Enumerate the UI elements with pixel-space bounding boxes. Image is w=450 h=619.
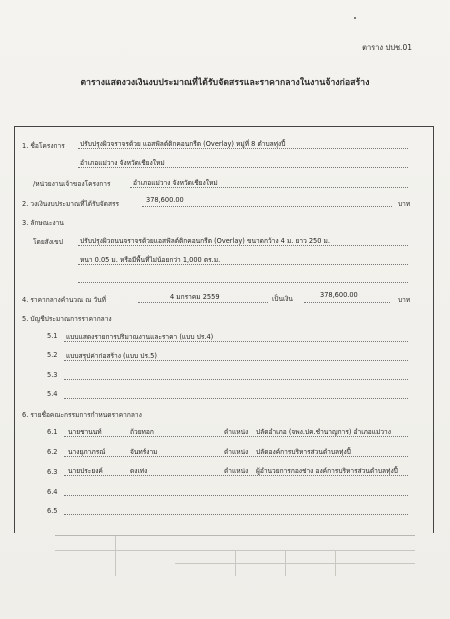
dotted-line: [78, 264, 408, 265]
budget-amount: 378,600.00: [146, 196, 184, 204]
bleed-through-line: [115, 536, 116, 576]
committee-member-number: 6.5: [47, 507, 58, 515]
dotted-line: [64, 379, 408, 380]
committee-member-number: 6.1: [47, 428, 58, 436]
committee-member-first-name: นายชานนท์: [68, 428, 102, 436]
reference-price-date: 4 มกราคม 2559: [170, 293, 220, 301]
committee-label: 6. รายชื่อคณะกรรมการกำหนดราคากลาง: [22, 411, 142, 419]
document-title: ตารางแสดงวงเงินงบประมาณที่ได้รับจัดสรรและราคากลางในงานจ้างก่อสร้าง: [80, 78, 370, 88]
bleed-through-line: [335, 550, 336, 576]
committee-member-position: ผู้อำนวยการกองช่าง องค์การบริหารส่วนตำบลทุ่งปี้: [256, 467, 398, 475]
project-name-value-line2: อำเภอแม่วาง จังหวัดเชียงใหม่: [80, 159, 165, 167]
scan-speck: [354, 17, 356, 19]
dotted-line: [78, 245, 408, 246]
reference-price-unit: บาท: [398, 296, 411, 304]
dotted-line: [78, 167, 408, 168]
budget-label: 2. วงเงินงบประมาณที่ได้รับจัดสรร: [22, 200, 120, 208]
dotted-line: [64, 398, 408, 399]
price-account-item-text: แบบแสดงรายการปริมาณงานและราคา (แบบ ปร.4): [66, 333, 214, 341]
work-summary-line1: ปรับปรุงผิวถนนจราจรด้วยแอสฟัลต์ติกคอนกรีต (Overlay) ขนาดกว้าง 4 ม. ยาว 250 ม.: [80, 237, 330, 245]
work-type-label: 3. ลักษณะงาน: [22, 219, 64, 227]
project-name-label: 1. ชื่อโครงการ: [22, 142, 65, 150]
committee-member-last-name: ถ้วยทอก: [130, 428, 154, 436]
dotted-line: [304, 302, 390, 303]
bleed-through-line: [285, 550, 286, 576]
bleed-through-line: [235, 550, 236, 576]
dotted-line: [64, 456, 408, 457]
committee-position-label: ตำแหน่ง: [224, 428, 249, 436]
dotted-line: [64, 436, 408, 437]
dotted-line: [138, 302, 268, 303]
committee-member-position: ปลัดองค์การบริหารส่วนตำบลทุ่งปี้: [256, 448, 351, 456]
committee-member-number: 6.3: [47, 468, 58, 476]
dotted-line: [130, 187, 408, 188]
committee-member-first-name: นางยุภาภรณ์: [68, 448, 106, 456]
committee-position-label: ตำแหน่ง: [224, 448, 249, 456]
budget-unit: บาท: [398, 200, 411, 208]
price-account-item-number: 5.2: [47, 351, 58, 359]
agency-value: อำเภอแม่วาง จังหวัดเชียงใหม่: [133, 179, 218, 187]
bleed-through-line: [175, 563, 415, 564]
reference-price-amount: 378,600.00: [320, 291, 358, 299]
dotted-line: [64, 360, 408, 361]
dotted-line: [64, 495, 408, 496]
dotted-line: [78, 148, 408, 149]
dotted-line: [64, 475, 408, 476]
price-account-item-number: 5.3: [47, 371, 58, 379]
committee-member-first-name: นายประยงค์: [68, 467, 103, 475]
price-account-label: 5. บัญชีประมาณการราคากลาง: [22, 315, 112, 323]
committee-member-number: 6.2: [47, 448, 58, 456]
committee-member-number: 6.4: [47, 488, 58, 496]
reference-price-date-label: 4. ราคากลางคำนวณ ณ วันที่: [22, 296, 107, 304]
committee-member-last-name: ดงเท่ง: [130, 467, 148, 475]
committee-member-last-name: จันทร์งาม: [130, 448, 158, 456]
work-summary-line2: หนา 0.05 ม. หรือมีพื้นที่ไม่น้อยกว่า 1,000 ตร.ม.: [80, 256, 221, 264]
dotted-line: [142, 206, 392, 207]
project-name-value-line1: ปรับปรุงผิวจราจรด้วย แอสฟัลต์ติกคอนกรีต (Overlay) หมู่ที่ 8 ตำบลทุ่งปี้: [80, 140, 286, 148]
price-account-item-number: 5.4: [47, 390, 58, 398]
work-summary-label: โดยสังเขป: [33, 238, 63, 246]
dotted-line: [78, 282, 408, 283]
dotted-line: [64, 514, 408, 515]
committee-position-label: ตำแหน่ง: [224, 467, 249, 475]
committee-member-position: ปลัดอำเภอ (จพง.ปค.ชำนาญการ) อำเภอแม่วาง: [256, 428, 391, 436]
reference-price-amount-label: เป็นเงิน: [272, 295, 293, 303]
bleed-through-table: [55, 535, 415, 576]
dotted-line: [64, 341, 408, 342]
price-account-item-text: แบบสรุปค่าก่อสร้าง (แบบ ปร.5): [66, 352, 157, 360]
agency-label: /หน่วยงานเจ้าของโครงการ: [33, 180, 111, 188]
form-code: ตาราง ปปช.01: [362, 43, 412, 52]
price-account-item-number: 5.1: [47, 332, 58, 340]
